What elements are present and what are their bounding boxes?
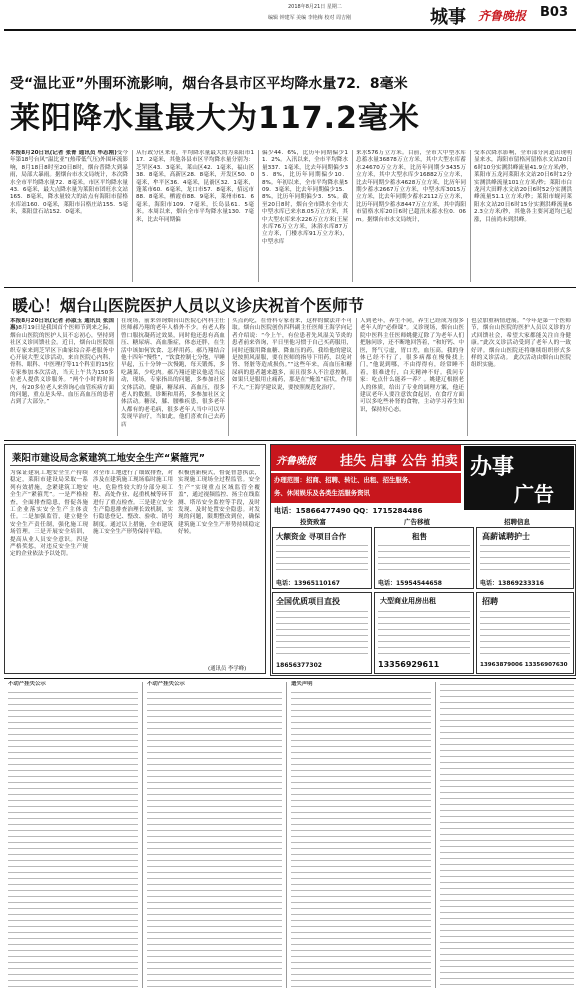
notices-col1-body <box>8 690 138 988</box>
ad5-body <box>378 609 470 657</box>
ad4-body <box>276 609 368 657</box>
ad6-title: 招聘 <box>482 597 498 606</box>
story1-col2: 从行政分区来看，平均降水量最大的为莱阳市117．2毫米，其他各县市区平均降水量分别为：芝罘区43．3毫米，莱山区42．1毫米，福山区38．8毫米，高新区28．8毫米，开发区50．0毫米，牟平区36．4毫米，昆嵛区32．1毫米，蓬莱市60．6毫米，龙口市57．8毫米，招远市88．8毫米，栖霞市88．9毫米，莱州市61．6毫米，海阳市109．7毫米，长岛县61．5毫米。本周以来，烟台全市平均降水量130．7毫米，比去年同期偏 <box>136 150 254 223</box>
section-name: 城事 <box>430 7 466 28</box>
story1-byline: 本报8月20日讯(记者 张菁 通讯员 毕志刚) <box>10 150 117 156</box>
notices-col2-body <box>147 690 282 988</box>
notices-col1-title: 不动产挂失公示 <box>8 681 46 687</box>
ad6-body <box>480 609 570 657</box>
col-divider <box>258 150 259 282</box>
ads-scope-line2: 务、休闲娱乐及各类生活服务资讯 <box>274 489 370 497</box>
story1-col4: 来水576万立方米。目前，全市大中型水库总蓄水量36878万立方米，其中大型水库蓄水24670万立方米，比历年同期少3435万立方米，其中大型水库少16882万立方米，比去年同期少蓄水4628万立方米，比历年同期少蓄水2667万立方米，中型水库3015万立方米，比去年同期少蓄水2112万立方米，比历年同期少蓄水8447万立方米，其中海阳市留格水库20日6时已超汛末蓄水位0．06m。据烟台市水文局统计， <box>356 150 466 223</box>
ads-banner-line2: 广告 <box>514 482 554 506</box>
story2-col4: 人到老年，养生不同，养生已经成为很多老年人的“必修课”。义诊现场，烟台山医院中医科主任医师姚健辽除了为老年人们把脉问诊，还不断地回答着，“和好钙、中医，肾气亏虚，胃口差，血压高。我的身体已经不行了，很多病都在慢慢找上门，”他说到哪，不由得得有，经常睡不着，很难进行，白天精神不好。我问专家：吃点什么能养一养？。姚建辽根据老人的体质，给出了专业的调理方案，他还建议老年人要注意饮食起居，在食疗方面可以多吃些补肾的食物，主动学习养生知识，保持好心态。 <box>360 318 464 413</box>
story1-col1 <box>10 150 128 282</box>
story2-col1-text: 8月19日是我国首个医师节到来之际，烟台山医院的医护人员不忘初心，坚持到社区义诊回馈社会。近日，烟台山医院组织专家来到芝罘区下曲家综合养老服务中心开展大型义诊活动，来自医院心内科、骨科、眼科、中医理疗等11个科室的15位专家参加本次活动，当天上午共为150多位老人提供义诊服务。“两个小时的时间内，有20多位老人来咨询心血管疾病方面的问题，重点是头晕、血压高血压的患者占到了大部分。” <box>10 325 114 406</box>
story2-col1 <box>10 318 114 436</box>
ad5-phone: 13356929611 <box>378 660 440 669</box>
story1-col3: 偏少44．6%，比历年同期偏少11．2%。入汛以来，全市平均降水量337．1毫米，比去年同期偏少35．8%，比历年同期偏少10．8%。年初以来，全市平均降水量509．3毫米，比去年同期偏少15．8%，比历年同期偏少3．5%。截至20日8时，烟台全市降水全市大中型水库已来水8.05万立方米，其中大型水库来水226万立方米(王屋水库76万立方米，沐浴水库87万立方米，门楼水库91万立方米)，中型水库 <box>262 150 348 245</box>
paper-logo: 齐鲁晚报 <box>478 9 527 23</box>
col-divider <box>470 150 471 282</box>
section-rule <box>4 287 576 288</box>
col-divider <box>117 318 118 436</box>
ad2-title: 租售 <box>412 532 427 541</box>
col-divider <box>435 682 436 988</box>
col-divider <box>352 150 353 282</box>
notices-col4-body <box>440 682 574 988</box>
story3-col1: 为保证建筑工地安全生产持续稳定，莱阳市建设局采取一系列有效措施，念紧建筑工地安全生产“紧箍咒”。一是严格检查，全面排查隐患，督促各施工企业落实安全生产主体责任。二是加强监管，建立健全安全生产责任制，强化施工现场管理。三是开展安全培训，提高从业人员安全意识。四是严格奖惩，对违反安全生产规定的企业依法予以处罚。 <box>10 470 88 558</box>
section-rule <box>4 678 576 679</box>
ad4-title: 全国优质项目直投 <box>276 597 340 606</box>
ad3-title: 高薪诚聘护士 <box>482 532 530 541</box>
ad6-phone: 13963879006 13356907630 <box>480 662 568 668</box>
ads-banner-line1: 办事 <box>470 455 515 480</box>
ad1-phone: 电话：13965110167 <box>276 580 340 587</box>
story2-col5-text: 也会加重病情进展。“今年是第一个医师节，烟台山医院的医护人员以义诊的方式回馈社会，希望大家都能关注自身健康。”此次义诊活动受到了老年人的一致好评。烟台山医院还将继续组织形式多样的义诊活动。 <box>471 318 571 362</box>
ad5-title: 大型商业用房出租 <box>380 597 436 605</box>
ad4-phone: 18656377302 <box>276 662 322 669</box>
story1-col5: 受本次降水影响，全市部分河道出现明显来水，海阳市留格河留格水文站20日6时10分实测洪峰流量41.9立方米/秒，莱阳市五龙河莱阳水文站20日6时12分实测洪峰流量101立方米/秒；莱阳市白龙河大田畔水文站20日6时52分实测洪峰流量51.1立方米/秒；莱阳市蚬河莱阳水文站20日6时15分实测洪峰流量62.3立方米/秒，其他各主要河道均已起涨，目前尚未到洪峰。 <box>474 150 572 223</box>
notices-col2-title: 不动产挂失公示 <box>147 681 185 687</box>
ad3-body <box>480 543 570 575</box>
col-divider <box>356 318 357 436</box>
story1-headline: 莱阳降水量最大为117.2毫米 <box>10 101 420 136</box>
page-number: B03 <box>540 5 568 20</box>
ad2-phone: 电话：15954544658 <box>378 580 442 587</box>
editors-line: 编辑 钟建军 美编 李艳梅 校对 周吉刚 <box>268 15 351 21</box>
ads-phone: 电话：15866477490 QQ：1715284486 <box>274 506 423 515</box>
story1-kicker: 受“温比亚”外围环流影响，烟台各县市区平均降水量72．8毫米 <box>10 76 408 92</box>
col-divider <box>142 682 143 988</box>
ad1-body <box>276 543 368 575</box>
story1-col1-text: 受今年第18号台风“温比亚”(热带低气压)外围环流影响，8月18日8时至20日8时，烟台普降大到暴雨，局部大暴雨。据烟台市水文局统计，本次降水全市平均降水量72．8毫米。市区平均降水量43．6毫米，最大点降水量为莱阳市团旺水文站165．8毫米，降水量较大的站点有海阳市留格水库站160．0毫米，莱阳市吕格庄站155．5毫米，莱阳盘石站152．0毫米。 <box>10 150 128 216</box>
col-divider <box>228 318 229 436</box>
story3-col2: 对全市工地进行了细致排查，对涉及在建筑施工现场临时施工用电、危险性较大的分部分项工程、高处作业、起重机械等环节进行了重点检查。三是建立安全生产隐患排查治理长效机制，实行隐患登记、整改、验收、销号制度。通过以上措施，全市建筑施工安全生产形势保持平稳。 <box>93 470 173 536</box>
story3-source: (通讯员 李学峰) <box>208 666 247 672</box>
ad1-title: 大额资金 寻项目合作 <box>276 532 347 541</box>
header-rule <box>4 29 576 31</box>
story2-col2: 在现场，前来咨询烟台山医院心内科主任医师郝乃翔的老年人格外不少。有老人称曾口服抗凝药过效果，同时他还患有高血压、糖尿病、高血脂症，体态还胖，在生活中该如何饮食、怎样用药。郝乃翔结合他十四年“慢性”，“饮食控制七分饱，早睡早起，五十分钟一次慢跑，每天锻炼，多吃蔬菜，少吃肉。郝乃翔还建议他适当运动，现场，专家指出的问题，多参加社区文体活动。健康，糖尿病、高血压，很多老人的数据，诊断和用药，多参加社区文体活动。糖尿，膝、腰椎疾患，很多老年人都有的老毛病，很多老年人当中可以早发现早治疗，当如此，他们喜欢自己去药店 <box>121 318 225 428</box>
story3-title-rule <box>10 465 260 466</box>
ad3-phone: 电话：13869233316 <box>480 580 544 587</box>
section-rule <box>4 440 576 441</box>
col-divider <box>286 682 287 988</box>
ads-logo: 齐鲁晚报 <box>276 456 316 467</box>
col-divider <box>467 318 468 436</box>
ad2-body <box>378 543 470 575</box>
ads-cat-invest: 投资致富 <box>300 518 326 526</box>
story2-col6-text: 此次活动由烟台山医院组织实施。 <box>471 355 571 369</box>
story2-col3: 买点药吃，在骨科专家看来，这样的做法并不可取。烟台山医院创伤四科副主任医师王海学向记者介绍说：“今上午，有位患者先风湿关节炎的患者前来咨询，平日里他习惯于自己买药服用，同时还服用降血糖、降血压的药。我给他的建议是按照风湿服，要在医师的指导下用药，以免对肾、肾脏等造成损伤。”“这些年来，高血压和糖尿病的患者越来越多，而且很多人不注意控制。如果只是服用止痛药，那是在“掩盖”症状，作用不大。”王海学建议说，要按照规范化治疗。 <box>232 318 352 391</box>
ads-cat-recruit: 招聘信息 <box>504 518 530 526</box>
notices-col3-body <box>291 690 431 988</box>
ads-header-text: 挂失 启事 公告 拍卖 <box>340 454 458 469</box>
ads-cat-ad: 广告移植 <box>404 518 430 526</box>
col-divider <box>132 150 133 282</box>
ads-scope-line1: 办理范围：招商、招聘、转让、出租、招生服务、 <box>274 476 415 484</box>
story2-byline: 本报8月20日讯(记者 孙淑玉 通讯员 张国惠) <box>10 318 114 332</box>
story3-col3: 积极创新模式，督促智慧执法，实现施工现场全过程监管。安全生产“实现重点区域监管全覆盖”，通过视频监控、扬尘在线监测、塔吊安全监控等手段，及时发现、及时处置安全隐患。对发现的问题，限期整改到位，确保建筑施工安全生产形势持续稳定好转。 <box>178 470 260 536</box>
story3-headline: 莱阳市建设局念紧建筑工地安全生产“紧箍咒” <box>12 453 205 464</box>
story2-headline: 暖心！烟台山医院医护人员以义诊庆祝首个医师节 <box>12 296 365 315</box>
notices-col3-title: 遗失声明 <box>291 681 313 687</box>
issue-date: 2018年8月21日 星期二 <box>288 4 342 10</box>
story2-col5 <box>471 318 571 436</box>
